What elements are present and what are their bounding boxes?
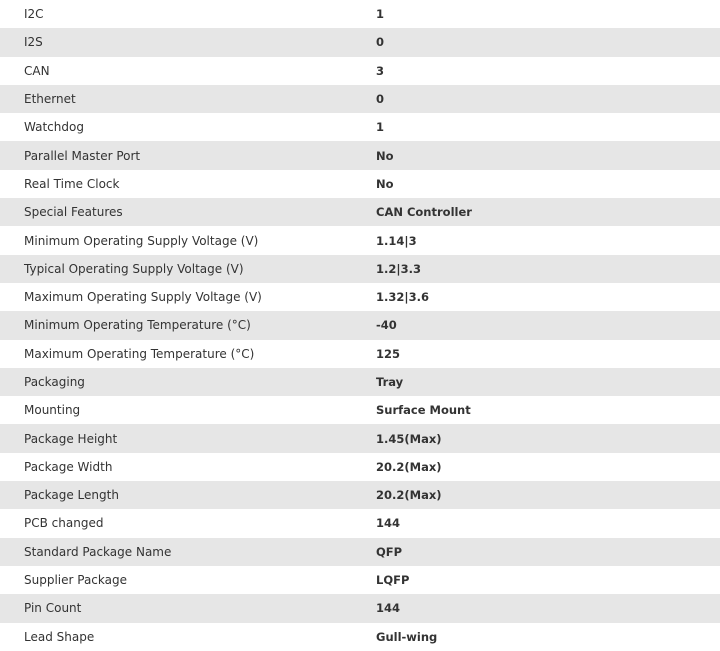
spec-value: 0: [376, 35, 385, 50]
spec-value: 0: [376, 92, 385, 107]
spec-value: 1.2|3.3: [376, 261, 421, 276]
table-row: [0, 340, 720, 368]
spec-value: QFP: [376, 544, 403, 559]
spec-label: Standard Package Name: [24, 544, 172, 559]
spec-value: No: [376, 148, 394, 163]
table-row: [0, 226, 720, 254]
spec-value: 1: [376, 7, 385, 22]
spec-label: PCB changed: [24, 516, 104, 531]
table-row: [0, 509, 720, 537]
spec-label: I2S: [24, 35, 43, 50]
spec-label: Package Length: [24, 488, 119, 503]
table-row: [0, 57, 720, 85]
spec-value: 1.32|3.6: [376, 290, 429, 305]
spec-value: 1.14|3: [376, 233, 417, 248]
spec-label: Package Width: [24, 459, 113, 474]
spec-label: Supplier Package: [24, 573, 127, 588]
spec-value: Gull-wing: [376, 629, 438, 644]
spec-label: Parallel Master Port: [24, 148, 141, 163]
spec-value: 3: [376, 63, 385, 78]
spec-value: 20.2(Max): [376, 459, 442, 474]
spec-label: Maximum Operating Temperature (°C): [24, 346, 255, 361]
spec-value: No: [376, 176, 394, 191]
table-row: [0, 255, 720, 283]
table-row: [0, 170, 720, 198]
table-row: [0, 538, 720, 566]
table-row: [0, 396, 720, 424]
spec-label: Maximum Operating Supply Voltage (V): [24, 290, 262, 305]
spec-label: Typical Operating Supply Voltage (V): [24, 261, 244, 276]
table-row: [0, 113, 720, 141]
table-row: [0, 453, 720, 481]
spec-label: Package Height: [24, 431, 118, 446]
spec-label: Lead Shape: [24, 629, 95, 644]
table-row: [0, 198, 720, 226]
spec-value: 125: [376, 346, 401, 361]
spec-label: Watchdog: [24, 120, 84, 135]
table-row: [0, 424, 720, 452]
spec-label: Minimum Operating Supply Voltage (V): [24, 233, 259, 248]
spec-value: 144: [376, 601, 401, 616]
spec-value: -40: [376, 318, 397, 333]
spec-label: Packaging: [24, 375, 85, 389]
spec-value: Surface Mount: [376, 403, 471, 418]
spec-label: Ethernet: [24, 92, 76, 107]
spec-label: Mounting: [24, 403, 81, 418]
spec-value: 1: [376, 120, 385, 135]
spec-value: 20.2(Max): [376, 488, 442, 503]
spec-label: Real Time Clock: [24, 176, 120, 191]
table-row: [0, 311, 720, 339]
table-row: [0, 368, 720, 396]
spec-value: CAN Controller: [376, 205, 472, 220]
table-row: [0, 141, 720, 169]
spec-value: Tray: [376, 375, 404, 389]
spec-label: Special Features: [24, 205, 123, 220]
spec-value: 1.45(Max): [376, 431, 442, 446]
table-row: [0, 28, 720, 56]
table-row: [0, 481, 720, 509]
spec-value: 144: [376, 516, 401, 531]
spec-label: Minimum Operating Temperature (°C): [24, 318, 251, 333]
spec-label: Pin Count: [24, 601, 82, 616]
spec-label: CAN: [24, 63, 50, 78]
table-row: [0, 283, 720, 311]
table-row: [0, 566, 720, 594]
table-row: [0, 594, 720, 622]
table-row: [0, 0, 720, 28]
spec-value: LQFP: [376, 573, 410, 588]
table-row: [0, 85, 720, 113]
spec-label: I2C: [24, 7, 44, 22]
